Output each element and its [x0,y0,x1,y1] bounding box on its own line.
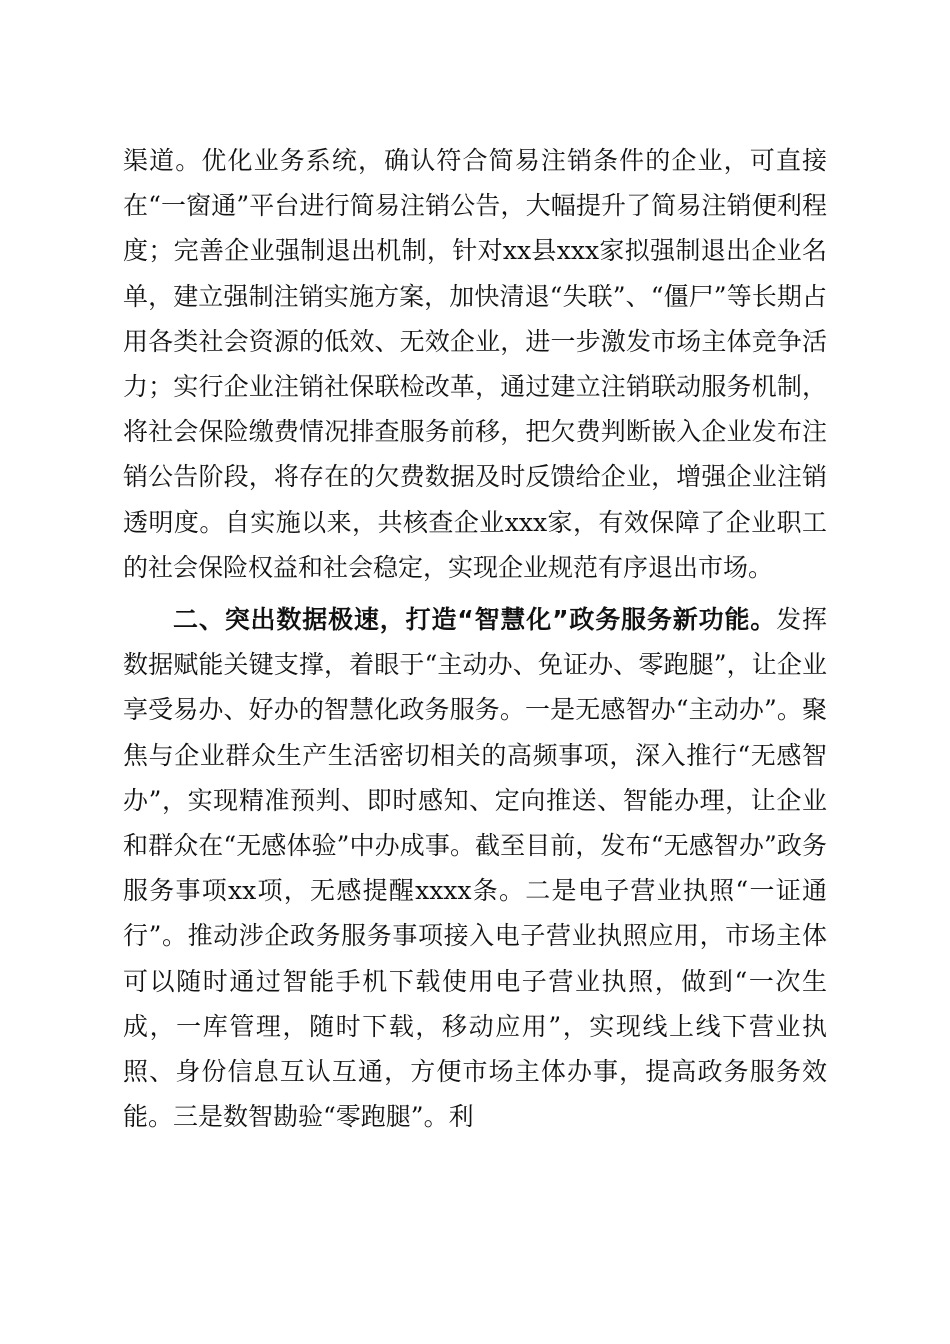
section-body: 发挥数据赋能关键支撑，着眼于“主动办、免证办、零跑腿”，让企业享受易办、好办的智慧化政务服务。一是无感智办“主动办”。聚焦与企业群众生产生活密切相关的高频事项，深入推行“无感智办”，实现精准预判、即时感知、定向推送、智能办理，让企业和群众在“无感体验”中办成事。截至目前，发布“无感智办”政务服务事项xx项，无感提醒xxxx条。二是电子营业执照“一证通行”。推动涉企政务服务事项接入电子营业执照应用，市场主体可以随时通过智能手机下载使用电子营业执照，做到“一次生成，一库管理，随时下载，移动应用”，实现线上线下营业执照、身份信息互认互通，方便市场主体办事，提高政务服务效能。三是数智勘验“零跑腿”。利 [123,605,827,1132]
paragraph-continued: 渠道。优化业务系统，确认符合简易注销条件的企业，可直接在“一窗通”平台进行简易注销公告，大幅提升了简易注销便利程度；完善企业强制退出机制，针对xx县xxx家拟强制退出企业名单，建立强制注销实施方案，加快清退“失联”、“僵尸”等长期占用各类社会资源的低效、无效企业，进一步激发市场主体竞争活力；实行企业注销社保联检改革，通过建立注销联动服务机制，将社会保险缴费情况排查服务前移，把欠费判断嵌入企业发布注销公告阶段，将存在的欠费数据及时反馈给企业，增强企业注销透明度。自实施以来，共核查企业xxx家，有效保障了企业职工的社会保险权益和社会稳定，实现企业规范有序退出市场。 [123,146,827,582]
section-heading: 二、突出数据极速，打造“智慧化”政务服务新功能。 [173,605,777,635]
document-body [123,138,827,1139]
paragraph-section-two [123,597,827,1139]
